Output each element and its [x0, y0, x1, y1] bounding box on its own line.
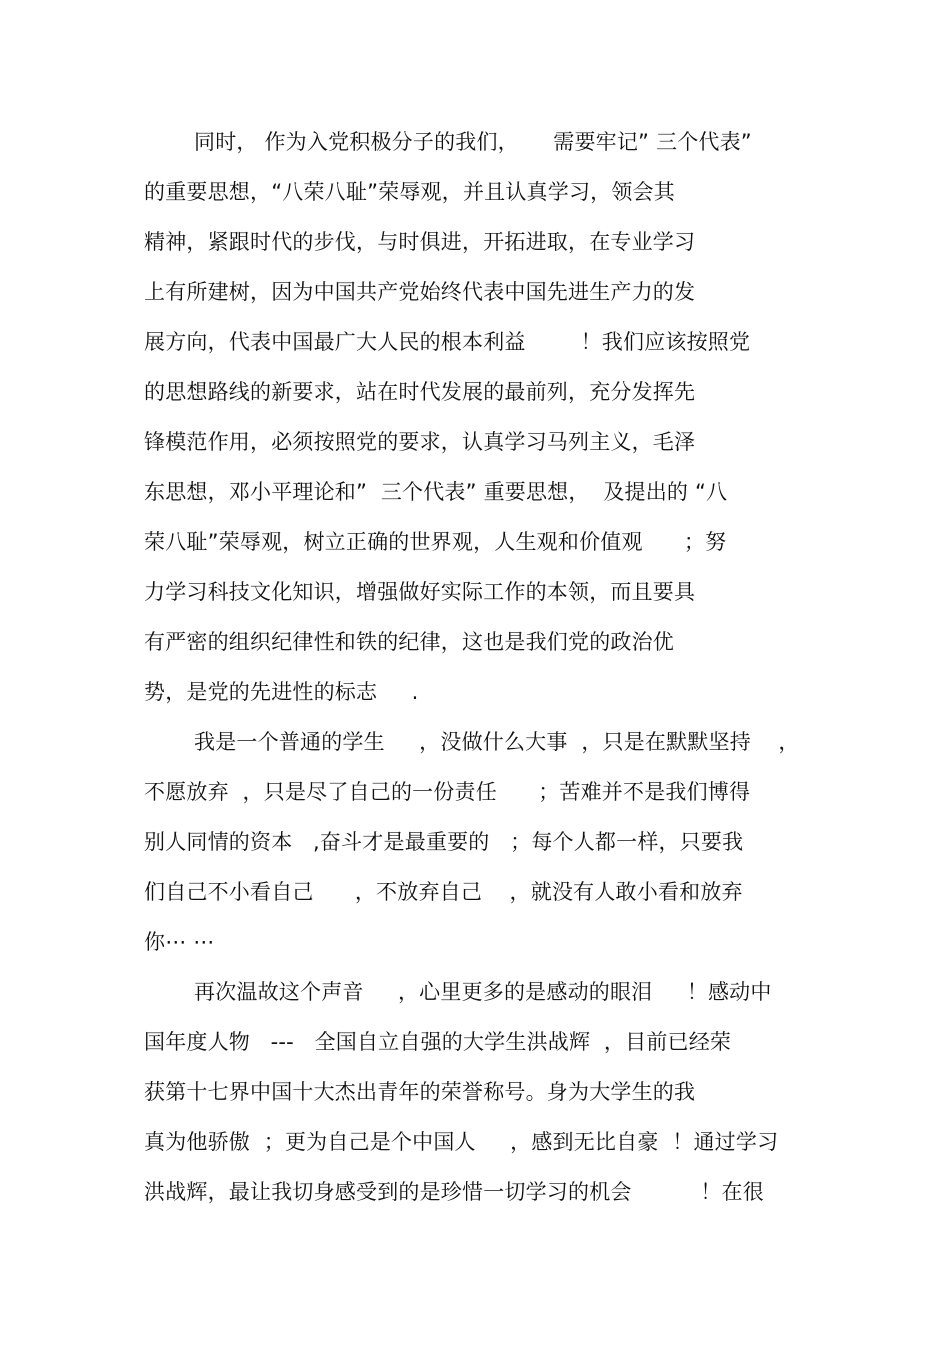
text-line-19: 国年度人物 --- 全国自立自强的大学生洪战辉 ，目前已经荣: [144, 1030, 732, 1054]
text-line-7: 锋模范作用，必须按照党的要求，认真学习马列主义，毛泽: [144, 430, 696, 454]
text-line-15: 别人同情的资本 ,奋斗才是最重要的 ；每个人都一样，只要我: [144, 830, 744, 854]
text-line-18: 再次温故这个声音 ，心里更多的是感动的眼泪 ！感动中: [194, 980, 772, 1004]
text-line-16: 们自己不小看自己 ，不放弃自己 ，就没有人敢小看和放弃: [144, 880, 743, 904]
text-line-9: 荣八耻”荣辱观，树立正确的世界观，人生观和价值观 ；努: [144, 530, 727, 554]
text-line-3: 精神，紧跟时代的步伐，与时俱进，开拓进取，在专业学习: [144, 230, 696, 254]
text-line-14: 不愿放弃 ，只是尽了自己的一份责任 ；苦难并不是我们博得: [144, 780, 751, 804]
text-line-4: 上有所建树，因为中国共产党始终代表中国先进生产力的发: [144, 280, 696, 304]
text-line-12: 势，是党的先进性的标志 .: [144, 680, 419, 704]
text-line-8: 东思想，邓小平理论和” 三个代表” 重要思想， 及提出的 “八: [144, 480, 728, 504]
text-line-20: 获第十七界中国十大杰出青年的荣誉称号。身为大学生的我: [144, 1080, 696, 1104]
text-line-1: 同时， 作为入党积极分子的我们， 需要牢记” 三个代表”: [194, 130, 752, 154]
text-line-6: 的思想路线的新要求，站在时代发展的最前列，充分发挥先: [144, 380, 696, 404]
text-line-2: 的重要思想，“八荣八耻”荣辱观，并且认真学习，领会其: [144, 180, 675, 204]
text-line-13: 我是一个普通的学生 ，没做什么大事 ，只是在默默坚持 ，: [194, 730, 800, 754]
text-line-21: 真为他骄傲 ；更为自己是个中国人 ，感到无比自豪 ！通过学习: [144, 1130, 779, 1154]
text-line-5: 展方向，代表中国最广大人民的根本利益 ！我们应该按照党: [144, 330, 751, 354]
text-line-11: 有严密的组织纪律性和铁的纪律，这也是我们党的政治优: [144, 630, 674, 654]
text-line-17: 你⋯ ⋯: [144, 930, 215, 954]
text-line-10: 力学习科技文化知识，增强做好实际工作的本领，而且要具: [144, 580, 696, 604]
text-line-22: 洪战辉，最让我切身感受到的是珍惜一切学习的机会 ！在很: [144, 1180, 764, 1204]
